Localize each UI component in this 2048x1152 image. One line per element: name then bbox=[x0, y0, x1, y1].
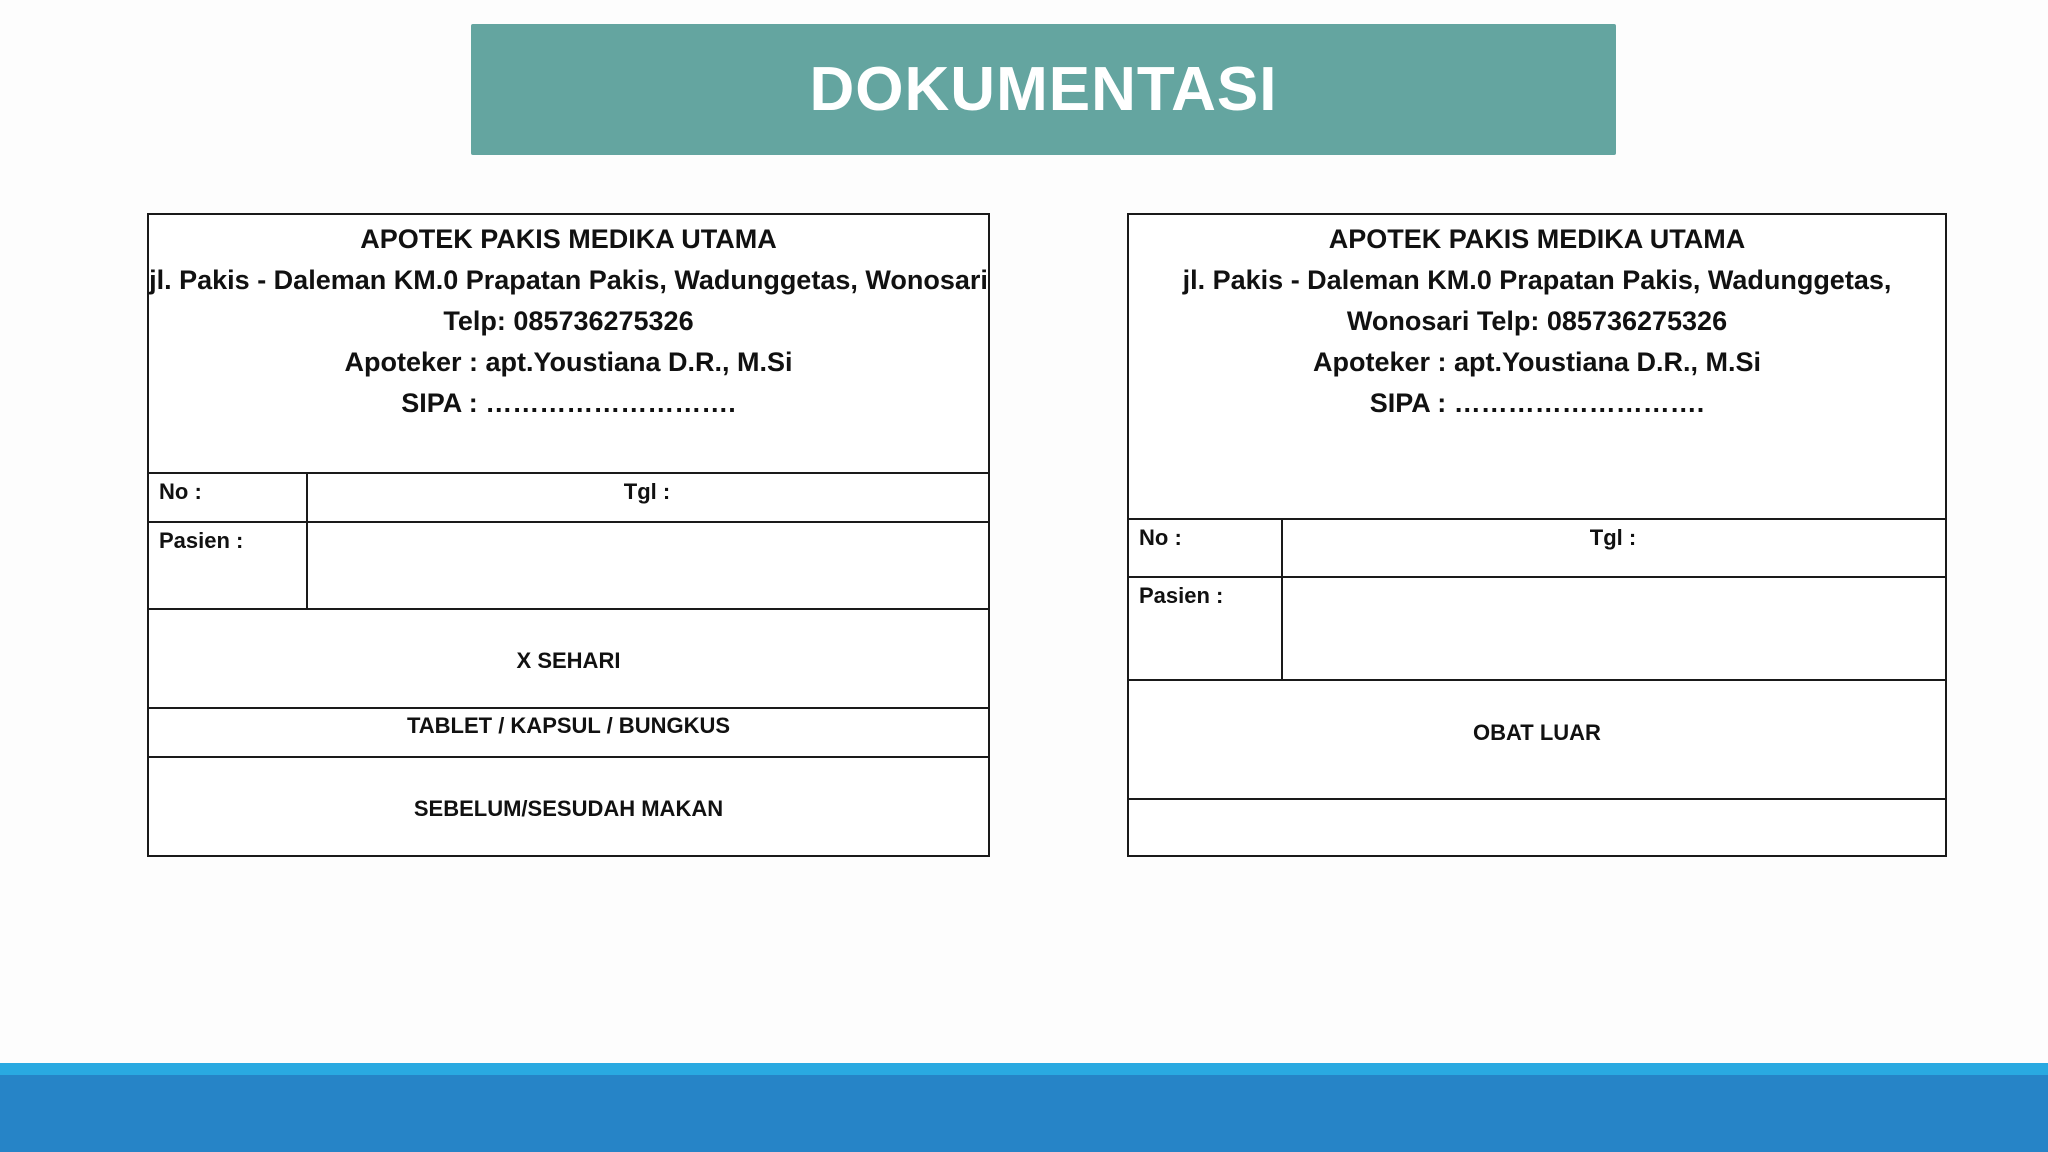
patient-label: Pasien : bbox=[1139, 583, 1224, 608]
title-banner bbox=[471, 24, 1616, 155]
no-label: No : bbox=[1139, 525, 1182, 550]
timing-text: SEBELUM/SESUDAH MAKAN bbox=[413, 796, 724, 821]
patient-label: Pasien : bbox=[159, 528, 244, 553]
pharmacy-name: APOTEK PAKIS MEDIKA UTAMA bbox=[360, 224, 777, 254]
medicine-label-external bbox=[1127, 213, 1947, 857]
divider bbox=[1129, 518, 1945, 520]
divider bbox=[149, 756, 988, 758]
usage-text: OBAT LUAR bbox=[1473, 720, 1601, 745]
date-label: Tgl : bbox=[623, 479, 671, 504]
footer-bar bbox=[0, 1075, 2048, 1152]
divider bbox=[149, 707, 988, 709]
no-label: No : bbox=[159, 479, 202, 504]
divider bbox=[149, 608, 988, 610]
label-header bbox=[149, 215, 988, 424]
divider bbox=[1129, 576, 1945, 578]
medicine-label-oral bbox=[147, 213, 990, 857]
pharmacy-address-phone: Wonosari Telp: 085736275326 bbox=[1346, 306, 1728, 336]
slide-title: DOKUMENTASI bbox=[809, 55, 1278, 124]
footer-accent-bar bbox=[0, 1063, 2048, 1075]
pharmacy-phone: Telp: 085736275326 bbox=[443, 306, 694, 336]
sipa-number: SIPA : ………………………. bbox=[401, 388, 736, 418]
pharmacist-name: Apoteker : apt.Youstiana D.R., M.Si bbox=[344, 347, 793, 377]
divider bbox=[149, 521, 988, 523]
dosage-text: X SEHARI bbox=[516, 648, 621, 673]
label-header bbox=[1129, 215, 1945, 424]
date-label: Tgl : bbox=[1589, 525, 1637, 550]
divider bbox=[149, 472, 988, 474]
pharmacy-address: jl. Pakis - Daleman KM.0 Prapatan Pakis, Wadunggetas, Wonosari bbox=[149, 265, 988, 295]
pharmacy-name: APOTEK PAKIS MEDIKA UTAMA bbox=[1328, 224, 1746, 254]
sipa-number: SIPA : ………………………. bbox=[1369, 388, 1705, 418]
divider bbox=[1129, 798, 1945, 800]
divider bbox=[1129, 679, 1945, 681]
pharmacy-address: jl. Pakis - Daleman KM.0 Prapatan Pakis, Wadunggetas, bbox=[1182, 265, 1892, 295]
form-text: TABLET / KAPSUL / BUNGKUS bbox=[406, 713, 731, 738]
pharmacist-name: Apoteker : apt.Youstiana D.R., M.Si bbox=[1312, 347, 1762, 377]
